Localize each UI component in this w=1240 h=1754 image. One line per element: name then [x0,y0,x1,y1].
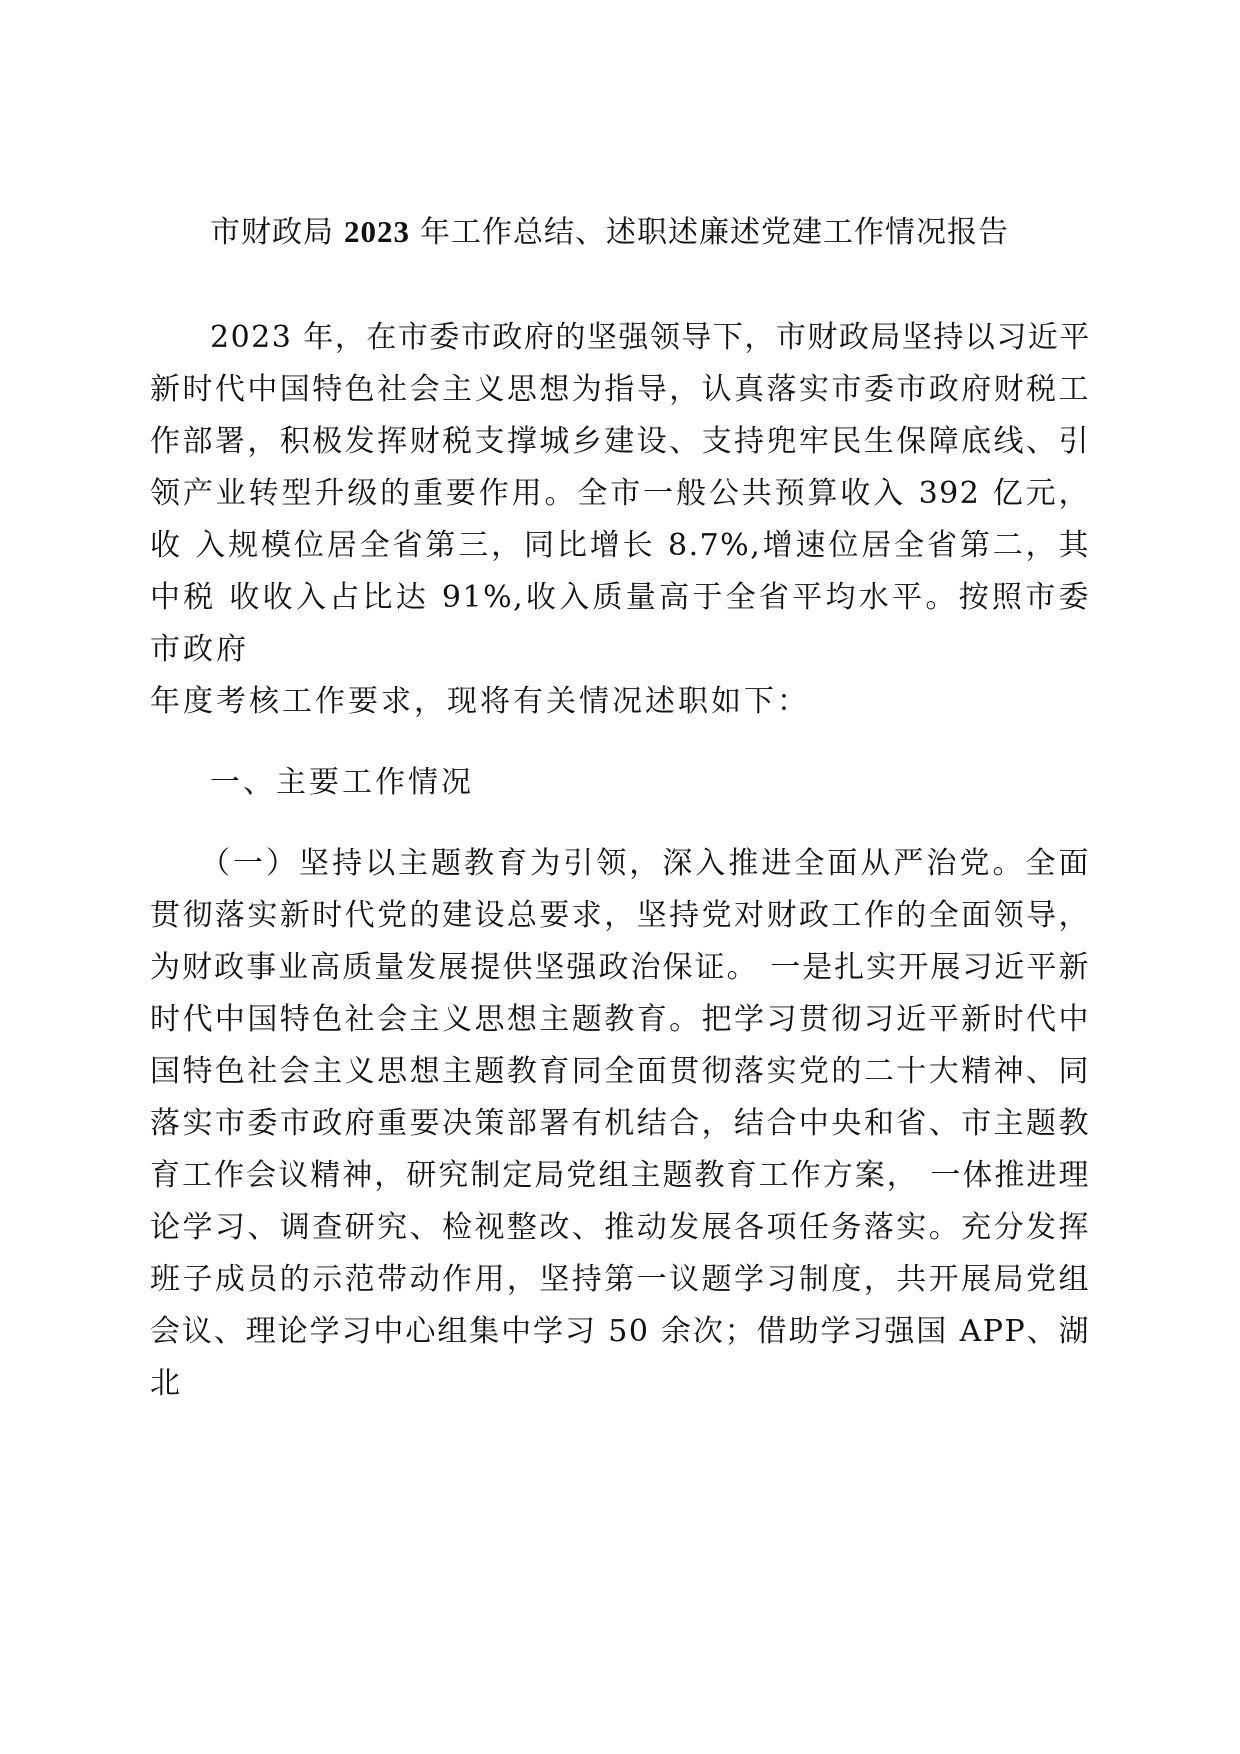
paragraph-line: 落实市委市政府重要决策部署有机结合，结合中央和省、市主题教 [150,1106,1090,1141]
paragraph-line: 新时代中国特色社会主义思想为指导，认真落实市委市政府财税工 [150,372,1090,407]
paragraph-line: 年度考核工作要求，现将有关情况述职如下： [150,684,810,719]
paragraph-line: 为财政事业高质量发展提供坚强政治保证。 一是扎实开展习近平新 [150,950,1090,985]
paragraph-line: 时代中国特色社会主义思想主题教育。把学习贯彻习近平新时代中 [150,1002,1090,1037]
paragraph-line: 育工作会议精神，研究制定局党组主题教育工作方案， 一体推进理 [150,1158,1090,1193]
paragraph-line: 班子成员的示范带动作用，坚持第一议题学习制度，共开展局党组 [150,1262,1090,1297]
title-prefix: 市财政局 [210,215,334,250]
title-year: 2023 [344,214,410,249]
paragraph-line: 会议、理论学习中心组集中学习 50 余次；借助学习强国 APP、湖 [150,1314,1090,1349]
paragraph-line: 领产业转型升级的重要作用。全市一般公共预算收入 392 亿元， [150,476,1090,511]
paragraph-line: 贯彻落实新时代党的建设总要求，坚持党对财政工作的全面领导， [150,898,1090,933]
paragraph-line: 作部署，积极发挥财税支撑城乡建设、支持兜牢民生保障底线、引 [150,424,1090,459]
paragraph-line: 中税 收收入占比达 91%,收入质量高于全省平均水平。按照市委 [150,580,1090,615]
paragraph-line: 论学习、调查研究、检视整改、推动发展各项任务落实。充分发挥 [150,1210,1090,1245]
paragraph-line: 市政府 [150,632,249,667]
paragraph-line: 收 入规模位居全省第三，同比增长 8.7%,增速位居全省第二，其 [150,528,1090,563]
title-suffix: 年工作总结、述职述廉述党建工作情况报告 [420,215,1009,250]
subsection-heading-line: （一）坚持以主题教育为引领，深入推进全面从严治党。全面 [200,846,1090,881]
document-title [210,206,1110,259]
paragraph-line: 国特色社会主义思想主题教育同全面贯彻落实党的二十大精神、同 [150,1054,1090,1089]
paragraph-line: 2023 年，在市委市政府的坚强领导下，市财政局坚持以习近平 [210,320,1091,355]
section-heading: 一、主要工作情况 [210,765,474,800]
paragraph-line: 北 [150,1366,183,1401]
